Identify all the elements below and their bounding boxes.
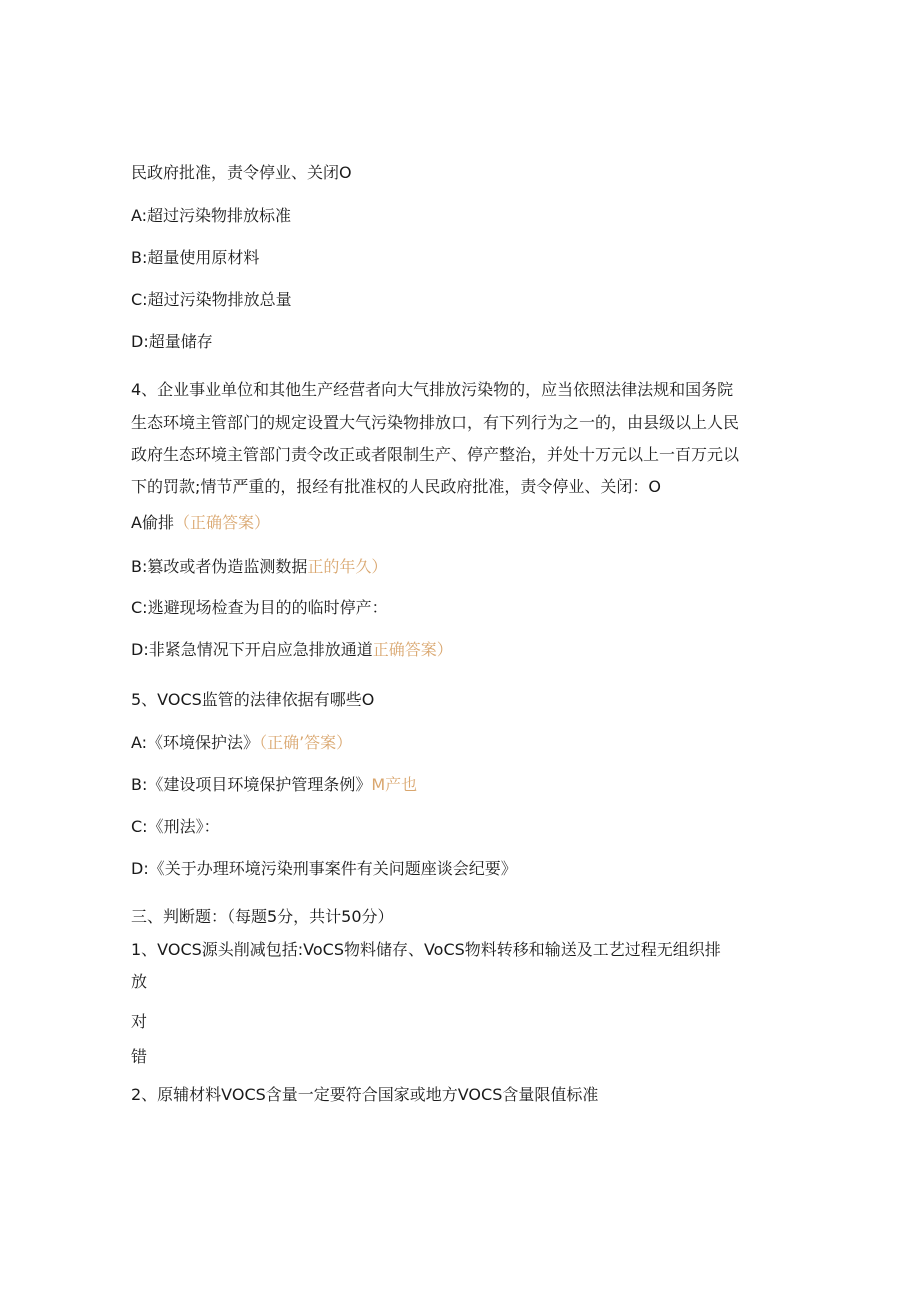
q4-option-b-text: B:篡改或者伪造监测数据 <box>131 557 308 576</box>
q4-option-c <box>131 598 388 618</box>
q4-stem-line-4: 下的罚款;情节严重的，报经有批准权的人民政府批准，责令停业、关闭：O <box>131 477 661 496</box>
q4-option-a <box>131 513 270 533</box>
q5-option-d <box>131 859 517 879</box>
q5-option-b-text: B:《建设项目环境保护管理条例》 <box>131 775 372 794</box>
q3-option-b: B:超量使用原材料 <box>131 248 260 267</box>
q3-option-d: D:超量储存 <box>131 332 213 351</box>
tf-q1-option-true: 对 <box>131 1012 148 1031</box>
section3-heading: 三、判断题：（每题5分，共计50分） <box>131 907 394 926</box>
q5-option-a <box>131 733 352 753</box>
q5-option-c-text: C:《刑法》： <box>131 817 220 836</box>
q4-stem-line-3: 政府生态环境主管部门责令改正或者限制生产、停产整治，并处十万元以上一百万元以 <box>131 445 740 464</box>
q5-option-b <box>131 775 417 795</box>
q4-option-a-text: A偷排 <box>131 513 174 532</box>
q4-option-b <box>131 557 387 577</box>
tf-q1-option-false: 错 <box>131 1047 148 1066</box>
q5-option-a-text: A:《环境保护法》 <box>131 733 260 752</box>
q4-option-b-note: 正的年久） <box>307 557 388 576</box>
q3-option-c: C:超过污染物排放总量 <box>131 290 292 309</box>
q5-option-a-note: （正确’答案） <box>259 733 353 752</box>
q4-stem-line-1: 4、企业事业单位和其他生产经营者向大气排放污染物的，应当依照法律法规和国务院 <box>131 380 734 399</box>
tf-q2-stem: 2、原辅材料VOCS含量一定要符合国家或地方VOCS含量限值标准 <box>131 1085 599 1104</box>
q5-option-c <box>131 817 220 837</box>
tf-q1-stem-line-1: 1、VOCS源头削减包括:VoCS物料储存、VoCS物料转移和输送及工艺过程无组织排 <box>131 940 721 959</box>
q3-option-a: A:超过污染物排放标准 <box>131 206 292 225</box>
q4-option-a-note: （正确答案） <box>173 513 270 532</box>
q5-stem: 5、VOCS监管的法律依据有哪些O <box>131 690 375 709</box>
q3-stem-tail: 民政府批准，责令停业、关闭O <box>131 163 352 182</box>
q4-option-d <box>131 640 453 660</box>
q4-option-d-note: 正确答案） <box>372 640 453 659</box>
q5-option-b-note: M产也 <box>371 775 418 794</box>
q4-option-c-text: C:逃避现场检查为目的的临时停产： <box>131 598 388 617</box>
q4-stem-line-2: 生态环境主管部门的规定设置大气污染物排放口，有下列行为之一的，由县级以上人民 <box>131 413 740 432</box>
q5-option-d-text: D:《关于办理环境污染刑事案件有关问题座谈会纪要》 <box>131 859 517 878</box>
q4-option-d-text: D:非紧急情况下开启应急排放通道 <box>131 640 373 659</box>
tf-q1-stem-line-2: 放 <box>131 972 148 991</box>
